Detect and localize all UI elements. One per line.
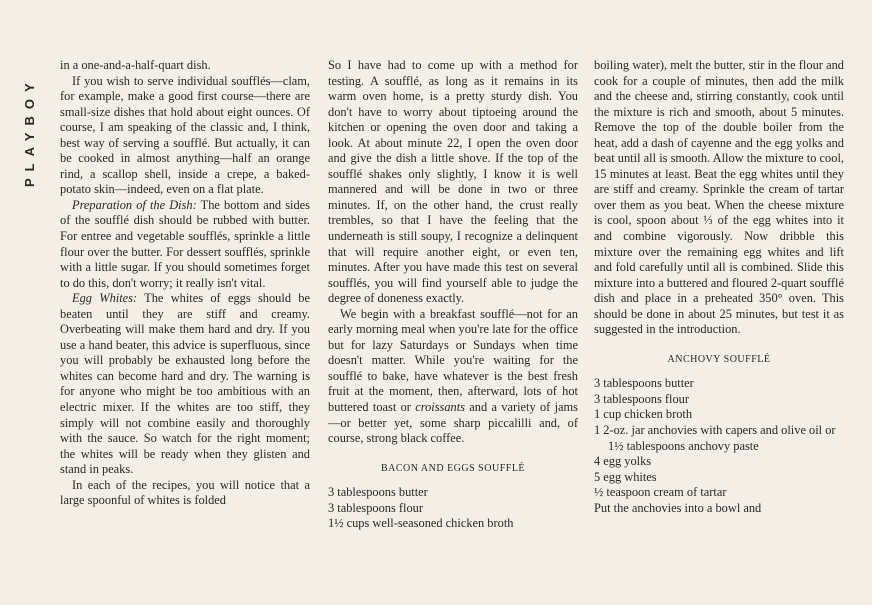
text-column-3 <box>594 58 844 516</box>
ingredient-item: 1 cup chicken broth <box>594 407 693 422</box>
paragraph: Preparation of the Dish: The bottom and sides of the soufflé dish should be rubbed with butter. For entree and vegetable soufflés, sprinkle a little flour over the butter. For dessert soufflés, sprinkle with a little sugar. If you should sometimes forget to do this, don't worry; it really isn't vital. <box>60 197 310 290</box>
section-lead: Preparation of the Dish: <box>72 197 197 212</box>
ingredient-item: 3 tablespoons flour <box>328 500 423 515</box>
ingredient-item: 3 tablespoons butter <box>594 376 694 391</box>
paragraph: We begin with a breakfast soufflé—not for an early morning meal when you're late for the office but for lazy Saturdays or Sundays when time doesn't matter. While you're waiting for the soufflé to bake, have whatever is the best fresh fruit at the moment, then, afterward, lots of hot buttered toast or croissants and a variety of jams—or better yet, some sharp piccalilli and, of course, strong black coffee. <box>328 306 578 446</box>
ingredient-item: 3 tablespoons butter <box>328 485 428 500</box>
paragraph: boiling water), melt the butter, stir in the flour and cook for a couple of minutes, then add the milk and the cheese and, stirring constantly, cook until the mixture is rich and smooth, about 5 minutes. Remove the top of the double boiler from the heat, add a dash of cayenne and the egg yolks and beat until all is smooth. Allow the mixture to cool, 15 minutes at least. Beat the egg whites until they are stiff and creamy. Sprinkle the cream of tartar over them as you beat. When the cheese mixture is cool, spoon about ⅓ of the egg whites into it and combine vigorously. Now dribble this mixture over the remaining egg whites and lift and fold carefully until all is combined. Slide this mixture into a buttered and floured 2-quart soufflé dish and place in a preheated 350° oven. This should be done in about 25 minutes, but test it as suggested in the introduction. <box>594 58 844 337</box>
ingredient-item: 3 tablespoons flour <box>594 391 689 406</box>
paragraph: Put the anchovies into a bowl and <box>594 500 762 515</box>
text-column-1 <box>60 58 310 509</box>
ingredient-item: 1 2-oz. jar anchovies with capers and olive oil or 1½ tablespoons anchovy paste <box>594 423 836 453</box>
paragraph: In each of the recipes, you will notice that a large spoonful of whites is folded <box>60 477 310 508</box>
ingredient-list <box>328 485 578 532</box>
ingredient-item: 4 egg yolks <box>594 454 652 469</box>
ingredient-list <box>594 376 844 500</box>
paragraph: in a one-and-a-half-quart dish. <box>60 58 211 72</box>
text-column-2 <box>328 58 578 532</box>
ingredient-item: ½ teaspoon cream of tartar <box>594 485 727 500</box>
section-lead: Egg Whites: <box>72 291 138 306</box>
ingredient-item: 1½ cups well-seasoned chicken broth <box>328 516 514 531</box>
magazine-side-label: PLAYBOY <box>22 76 37 188</box>
paragraph: If you wish to serve individual soufflés—clam, for example, make a good first course—there are small-size dishes that hold about eight ounces. Of course, I am speaking of the classic and, I think, best way of serving a soufflé. But actually, it can be cooked in almost anything—half an orange rind, a scallop shell, inside a crepe, a baked-potato skin—indeed, even on a flat plate. <box>60 73 310 197</box>
recipe-title: BACON AND EGGS SOUFFLÉ <box>380 462 526 474</box>
paragraph: Egg Whites: The whites of eggs should be beaten until they are stiff and creamy. Overbeating will make them hard and dry. If you use a hand beater, this advice is superfluous, since you will probably be exhausted long before the whites can become hard and dry. The warning is for anyone who might be too ambitious with an electric mixer. If the whites are too stiff, they simply will not combine easily and thoroughly with the sauce. So watch for the right moment; the whites will be ready when they glisten and stand in peaks. <box>60 291 310 477</box>
ingredient-item: 5 egg whites <box>594 469 657 484</box>
recipe-title: ANCHOVY SOUFFLÉ <box>667 353 771 365</box>
paragraph: So I have had to come up with a method for testing. A soufflé, as long as it remains in its warm oven home, is a pretty sturdy dish. You don't have to worry about tiptoeing around the kitchen or opening the oven door and taking a look. At about minute 22, I open the oven door and give the dish a little shove. If the top of the soufflé shakes only slightly, I know it is well mannered and will be done in two or three minutes. If, on the other hand, the crust really trembles, so that I have the feeling that the underneath is still soupy, I recognize a delinquent that will require another eight, or even ten, minutes. After you have made this test on several soufflés, you will find yourself able to judge the degree of doneness exactly. <box>328 58 578 306</box>
